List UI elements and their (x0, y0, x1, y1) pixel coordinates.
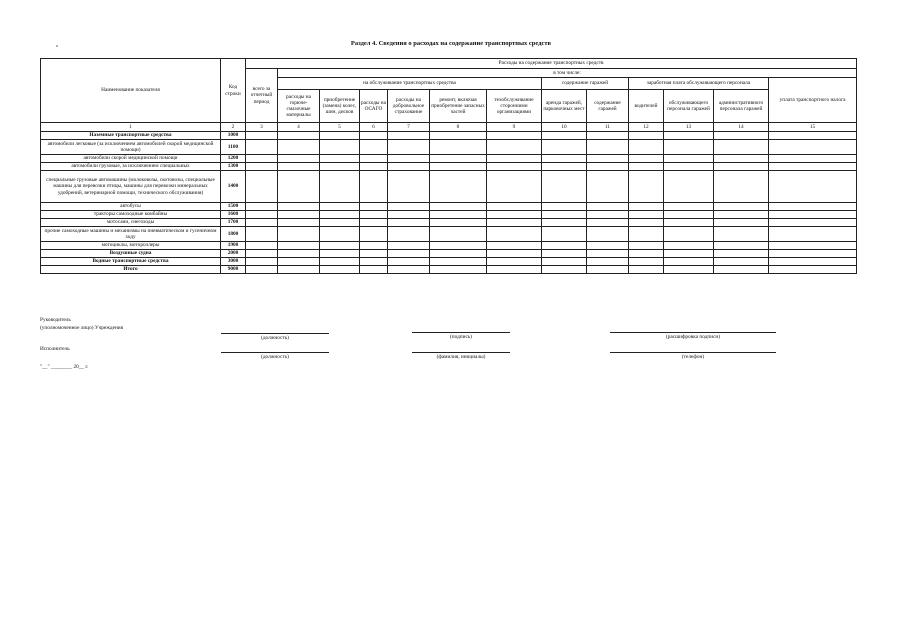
header-repair: ремонт, включая приобретение запасных частей (430, 90, 487, 123)
value-cell[interactable] (360, 203, 388, 211)
value-cell[interactable] (246, 203, 278, 211)
value-cell[interactable] (714, 219, 769, 227)
column-number: 15 (769, 123, 857, 132)
value-cell[interactable] (278, 171, 320, 203)
value-cell[interactable] (430, 140, 487, 155)
value-cell[interactable] (629, 132, 664, 140)
value-cell[interactable] (430, 242, 487, 250)
value-cell[interactable] (769, 258, 857, 266)
value-cell[interactable] (769, 203, 857, 211)
value-cell[interactable] (542, 258, 587, 266)
column-number: 7 (388, 123, 430, 132)
value-cell[interactable] (769, 140, 857, 155)
row-code: 1100 (221, 140, 246, 155)
row-code: 3000 (221, 258, 246, 266)
row-name: специальные грузовые автомашины (молоковозы, скотовозы, специальные машины для перевозки птицы, машины для перевозки минеральных удобрений, ветеринарной помощи, технического обслуживания) (41, 171, 221, 203)
header-fuel: расходы на горюче-смазочные материалы (278, 90, 320, 123)
table-row (41, 242, 857, 250)
value-cell[interactable] (542, 211, 587, 219)
row-name: Водные транспортные средства (41, 258, 221, 266)
value-cell[interactable] (246, 163, 278, 171)
value-cell[interactable] (542, 242, 587, 250)
table-row (41, 140, 857, 155)
header-voluntary: расходы на добровольное страхование (388, 90, 430, 123)
value-cell[interactable] (714, 171, 769, 203)
value-cell[interactable] (360, 219, 388, 227)
value-cell[interactable] (629, 211, 664, 219)
column-number: 13 (664, 123, 714, 132)
executor-position-line[interactable] (221, 352, 329, 353)
value-cell[interactable] (278, 211, 320, 219)
value-cell[interactable] (388, 203, 430, 211)
value-cell[interactable] (487, 163, 542, 171)
value-cell[interactable] (430, 211, 487, 219)
value-cell[interactable] (388, 132, 430, 140)
header-expenses: Расходы на содержание транспортных средств (246, 59, 857, 69)
table-row (41, 203, 857, 211)
value-cell[interactable] (430, 203, 487, 211)
value-cell[interactable] (769, 163, 857, 171)
header-admin-staff: административного персонала гаражей (714, 90, 769, 123)
value-cell[interactable] (714, 140, 769, 155)
table-row (41, 219, 857, 227)
value-cell[interactable] (278, 132, 320, 140)
value-cell[interactable] (320, 219, 360, 227)
row-name: автомобили легковые (за исключением автомобилей скорой медицинской помощи) (41, 140, 221, 155)
value-cell[interactable] (388, 227, 430, 242)
value-cell[interactable] (714, 132, 769, 140)
value-cell[interactable] (629, 258, 664, 266)
row-name: прочие самоходные машины и механизмы на пневматическом и гусеничном ходу (41, 227, 221, 242)
value-cell[interactable] (542, 171, 587, 203)
header-salary: заработная плата обслуживающего персонала (629, 78, 769, 90)
total-value-cell[interactable] (278, 266, 320, 274)
row-name: мотоциклы, мотороллеры (41, 242, 221, 250)
value-cell[interactable] (246, 171, 278, 203)
header-drivers: водителей (629, 90, 664, 123)
header-service: на обслуживание транспортных средства (278, 78, 542, 90)
value-cell[interactable] (587, 203, 629, 211)
executor-fio-line[interactable] (412, 352, 510, 353)
row-code: 1800 (221, 227, 246, 242)
header-rent: аренда гаражей, парковочных мест (542, 90, 587, 123)
value-cell[interactable] (320, 250, 360, 258)
value-cell[interactable] (769, 211, 857, 219)
value-cell[interactable] (769, 132, 857, 140)
header-garage: содержание гаражей (542, 78, 629, 90)
head-decoding-caption: (расшифровка подписи) (665, 334, 721, 340)
value-cell[interactable] (714, 203, 769, 211)
column-number: 1 (41, 123, 221, 132)
value-cell[interactable] (487, 140, 542, 155)
value-cell[interactable] (587, 155, 629, 163)
value-cell[interactable] (430, 258, 487, 266)
executor-phone-caption: (телефон) (681, 354, 705, 360)
value-cell[interactable] (587, 250, 629, 258)
column-number: 5 (320, 123, 360, 132)
value-cell[interactable] (664, 250, 714, 258)
column-numbers-row (41, 123, 857, 132)
value-cell[interactable] (664, 203, 714, 211)
value-cell[interactable] (360, 211, 388, 219)
value-cell[interactable] (320, 132, 360, 140)
table-row (41, 227, 857, 242)
value-cell[interactable] (360, 155, 388, 163)
value-cell[interactable] (487, 219, 542, 227)
value-cell[interactable] (487, 250, 542, 258)
value-cell[interactable] (487, 211, 542, 219)
value-cell[interactable] (587, 163, 629, 171)
date-field[interactable]: "__" ________ 20__ г. (40, 364, 89, 370)
value-cell[interactable] (769, 227, 857, 242)
value-cell[interactable] (769, 250, 857, 258)
value-cell[interactable] (360, 163, 388, 171)
value-cell[interactable] (487, 203, 542, 211)
value-cell[interactable] (487, 171, 542, 203)
row-code: 1200 (221, 155, 246, 163)
table-row (41, 155, 857, 163)
value-cell[interactable] (278, 140, 320, 155)
value-cell[interactable] (388, 163, 430, 171)
row-code: 1400 (221, 171, 246, 203)
total-value-cell[interactable] (664, 266, 714, 274)
value-cell[interactable] (769, 219, 857, 227)
value-cell[interactable] (388, 219, 430, 227)
value-cell[interactable] (664, 132, 714, 140)
value-cell[interactable] (430, 155, 487, 163)
value-cell[interactable] (629, 242, 664, 250)
value-cell[interactable] (360, 258, 388, 266)
value-cell[interactable] (360, 250, 388, 258)
value-cell[interactable] (320, 140, 360, 155)
total-value-cell[interactable] (320, 266, 360, 274)
row-code: 1300 (221, 163, 246, 171)
table-row (41, 258, 857, 266)
column-number: 9 (487, 123, 542, 132)
executor-label: Исполнитель (40, 346, 70, 352)
column-number: 14 (714, 123, 769, 132)
value-cell[interactable] (587, 219, 629, 227)
value-cell[interactable] (360, 242, 388, 250)
value-cell[interactable] (542, 163, 587, 171)
value-cell[interactable] (587, 258, 629, 266)
value-cell[interactable] (587, 211, 629, 219)
value-cell[interactable] (664, 171, 714, 203)
row-code: 2000 (221, 250, 246, 258)
value-cell[interactable] (629, 203, 664, 211)
value-cell[interactable] (629, 155, 664, 163)
row-name: Наземные транспортные средства (41, 132, 221, 140)
value-cell[interactable] (714, 163, 769, 171)
value-cell[interactable] (246, 219, 278, 227)
total-label: Итого (41, 266, 221, 274)
total-value-cell[interactable] (360, 266, 388, 274)
header-tax: уплата транспортного налога (769, 78, 857, 123)
header-osago: расходы на ОСАГО (360, 90, 388, 123)
row-code: 1000 (221, 132, 246, 140)
total-value-cell[interactable] (714, 266, 769, 274)
value-cell[interactable] (629, 140, 664, 155)
value-cell[interactable] (629, 227, 664, 242)
head-label: Руководитель (40, 317, 71, 323)
executor-phone-line[interactable] (610, 352, 776, 353)
value-cell[interactable] (542, 140, 587, 155)
value-cell[interactable] (629, 163, 664, 171)
table-row (41, 132, 857, 140)
value-cell[interactable] (320, 211, 360, 219)
executor-position-caption: (должность) (261, 354, 289, 360)
value-cell[interactable] (278, 203, 320, 211)
value-cell[interactable] (487, 155, 542, 163)
value-cell[interactable] (388, 140, 430, 155)
header-garage-upkeep: содержание гаражей (587, 90, 629, 123)
value-cell[interactable] (542, 250, 587, 258)
value-cell[interactable] (246, 140, 278, 155)
row-code: 1500 (221, 203, 246, 211)
value-cell[interactable] (320, 203, 360, 211)
head-decoding-line[interactable] (610, 332, 776, 333)
value-cell[interactable] (320, 227, 360, 242)
value-cell[interactable] (714, 242, 769, 250)
value-cell[interactable] (714, 258, 769, 266)
column-number: 3 (246, 123, 278, 132)
total-code: 9000 (221, 266, 246, 274)
row-code: 1900 (221, 242, 246, 250)
total-value-cell[interactable] (629, 266, 664, 274)
header-garage-staff: обслуживающего персонала гаражей (664, 90, 714, 123)
value-cell[interactable] (664, 211, 714, 219)
value-cell[interactable] (664, 155, 714, 163)
value-cell[interactable] (246, 211, 278, 219)
value-cell[interactable] (542, 203, 587, 211)
row-code: 1600 (221, 211, 246, 219)
value-cell[interactable] (320, 258, 360, 266)
value-cell[interactable] (320, 163, 360, 171)
value-cell[interactable] (664, 242, 714, 250)
value-cell[interactable] (430, 132, 487, 140)
value-cell[interactable] (278, 250, 320, 258)
value-cell[interactable] (664, 163, 714, 171)
value-cell[interactable] (769, 155, 857, 163)
header-name: Наименование показателя (41, 59, 221, 123)
value-cell[interactable] (714, 155, 769, 163)
value-cell[interactable] (487, 242, 542, 250)
total-value-cell[interactable] (430, 266, 487, 274)
value-cell[interactable] (587, 171, 629, 203)
value-cell[interactable] (487, 132, 542, 140)
scan-speck (56, 45, 58, 47)
row-name: мотосани, снегоходы (41, 219, 221, 227)
value-cell[interactable] (388, 258, 430, 266)
value-cell[interactable] (664, 258, 714, 266)
head-position-line[interactable] (221, 333, 329, 334)
value-cell[interactable] (246, 227, 278, 242)
head-position-caption: (должность) (261, 335, 289, 341)
value-cell[interactable] (769, 242, 857, 250)
value-cell[interactable] (388, 242, 430, 250)
value-cell[interactable] (278, 219, 320, 227)
header-maintenance: техобслуживание сторонними организациями (487, 90, 542, 123)
total-value-cell[interactable] (246, 266, 278, 274)
value-cell[interactable] (246, 250, 278, 258)
total-value-cell[interactable] (388, 266, 430, 274)
row-name: тракторы самоходные комбайны (41, 211, 221, 219)
table-row (41, 171, 857, 203)
total-value-cell[interactable] (769, 266, 857, 274)
value-cell[interactable] (278, 258, 320, 266)
value-cell[interactable] (664, 219, 714, 227)
value-cell[interactable] (587, 132, 629, 140)
value-cell[interactable] (430, 163, 487, 171)
value-cell[interactable] (388, 155, 430, 163)
value-cell[interactable] (487, 258, 542, 266)
value-cell[interactable] (714, 250, 769, 258)
value-cell[interactable] (360, 171, 388, 203)
value-cell[interactable] (430, 250, 487, 258)
value-cell[interactable] (278, 227, 320, 242)
value-cell[interactable] (320, 242, 360, 250)
value-cell[interactable] (587, 227, 629, 242)
table-row (41, 163, 857, 171)
value-cell[interactable] (430, 171, 487, 203)
header-wheels: приобретение (замена) колес, шин, дисков (320, 90, 360, 123)
column-number: 2 (221, 123, 246, 132)
column-number: 6 (360, 123, 388, 132)
column-number: 12 (629, 123, 664, 132)
value-cell[interactable] (278, 242, 320, 250)
value-cell[interactable] (388, 171, 430, 203)
section-title: Раздел 4. Сведения о расходах на содержание транспортных средств (350, 40, 552, 47)
executor-fio-caption: (фамилия, инициалы) (436, 354, 486, 360)
value-cell[interactable] (714, 227, 769, 242)
row-name: автомобили грузовые, за исключением специальных (41, 163, 221, 171)
column-number: 8 (430, 123, 487, 132)
column-number: 4 (278, 123, 320, 132)
value-cell[interactable] (587, 140, 629, 155)
value-cell[interactable] (278, 163, 320, 171)
value-cell[interactable] (629, 219, 664, 227)
value-cell[interactable] (360, 227, 388, 242)
value-cell[interactable] (360, 140, 388, 155)
value-cell[interactable] (430, 227, 487, 242)
value-cell[interactable] (320, 171, 360, 203)
value-cell[interactable] (430, 219, 487, 227)
value-cell[interactable] (714, 211, 769, 219)
total-value-cell[interactable] (487, 266, 542, 274)
table-row (41, 211, 857, 219)
value-cell[interactable] (542, 132, 587, 140)
row-name: Воздушные судна (41, 250, 221, 258)
header-including: в том числе: (278, 69, 857, 78)
column-number: 11 (587, 123, 629, 132)
value-cell[interactable] (246, 132, 278, 140)
row-name: автобусы (41, 203, 221, 211)
value-cell[interactable] (664, 140, 714, 155)
value-cell[interactable] (388, 250, 430, 258)
expenses-table (40, 58, 857, 274)
value-cell[interactable] (587, 242, 629, 250)
head-signature-caption: (подпись) (450, 334, 472, 340)
table-row (41, 250, 857, 258)
value-cell[interactable] (388, 211, 430, 219)
row-name: автомобили скорой медицинской помощи (41, 155, 221, 163)
value-cell[interactable] (487, 227, 542, 242)
total-value-cell[interactable] (542, 266, 587, 274)
value-cell[interactable] (360, 132, 388, 140)
value-cell[interactable] (246, 258, 278, 266)
header-code: Код строки (221, 59, 246, 123)
value-cell[interactable] (246, 155, 278, 163)
value-cell[interactable] (320, 155, 360, 163)
value-cell[interactable] (278, 155, 320, 163)
row-code: 1700 (221, 219, 246, 227)
value-cell[interactable] (629, 171, 664, 203)
column-number: 10 (542, 123, 587, 132)
value-cell[interactable] (542, 227, 587, 242)
value-cell[interactable] (246, 242, 278, 250)
head-label-2: (уполномоченное лицо) Учреждения (40, 325, 124, 331)
head-signature-line[interactable] (412, 332, 510, 333)
total-value-cell[interactable] (587, 266, 629, 274)
value-cell[interactable] (542, 219, 587, 227)
header-total: всего за отчетный период (246, 69, 278, 123)
value-cell[interactable] (664, 227, 714, 242)
value-cell[interactable] (542, 155, 587, 163)
value-cell[interactable] (769, 171, 857, 203)
total-row (41, 266, 857, 274)
value-cell[interactable] (629, 250, 664, 258)
